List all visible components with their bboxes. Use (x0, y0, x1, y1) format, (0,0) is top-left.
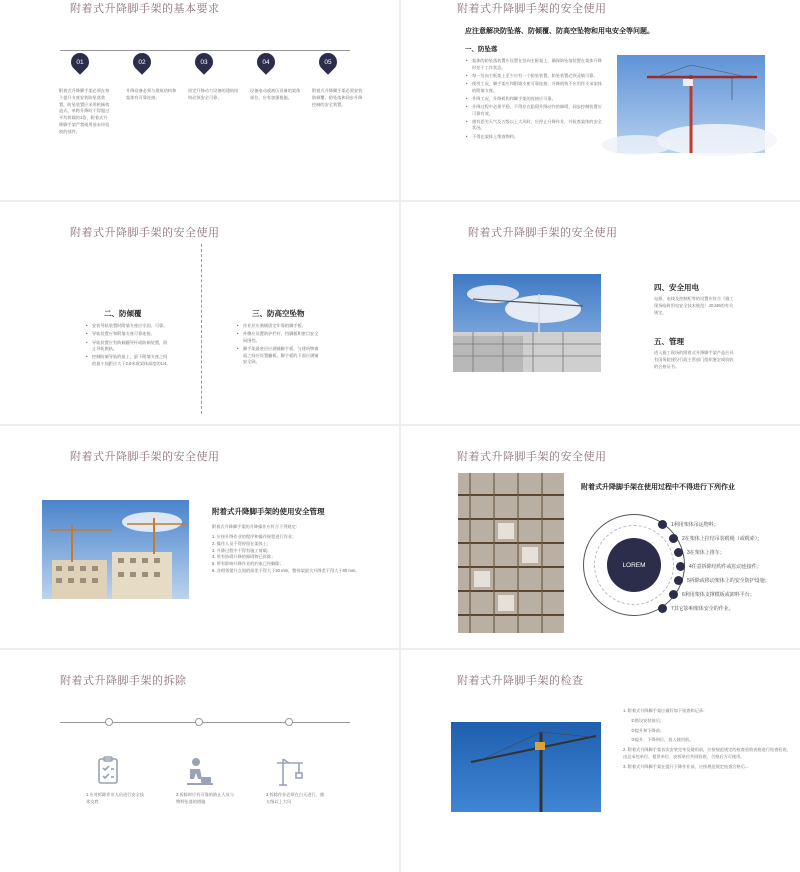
slide-title: 附着式升降脚手架的检查 (457, 675, 584, 687)
list-item: • 遇有恶劣天气及五级以上大风时，应停止升降作业，并检查架体的安全状况。 (465, 119, 605, 132)
marker-4: 04 (253, 49, 278, 74)
slide-title: 附着式升降脚手架的安全使用 (457, 451, 607, 463)
timeline-line (60, 722, 350, 723)
marker-2: 02 (129, 49, 154, 74)
list-item: 3. 附着式升降脚手架在提升下降作业前，应按规范规定检查合格后... (623, 763, 749, 769)
scaffold-building-photo (458, 473, 564, 633)
list-item: 2. 附着式升降脚手架首次安装完毕及使用前，应按规范规定的检查验收表格进行检查验收，由总承包单位、租赁单位、安拆单位共同验收，合格后方可使用。 (623, 747, 791, 759)
requirement-text-2: 升降设备必须与建筑结构和架体有可靠连接。 (126, 88, 177, 100)
dismantle-step-2: 2.拆除时应有可靠的防止人员与物料坠落的措施 (176, 792, 234, 804)
safety-management-intro: 附着式升降脚手架的升降操作应符合下列规定： (212, 524, 300, 529)
marker-3: 03 (191, 49, 216, 74)
list-item: • 每一竖向主框架上至少应有一个防坠装置。防坠装置必须灵敏可靠。 (465, 73, 605, 80)
operation-rules-list (212, 534, 392, 575)
construction-photo (453, 274, 601, 372)
timeline-node (195, 718, 203, 726)
prohibited-item-2: 2在架体上拉结吊装缆绳（或缆索）； (669, 534, 762, 543)
bullet-dot (669, 534, 678, 543)
slide-inspection[interactable] (401, 650, 800, 872)
slide-title: 附着式升降脚手架的安全使用 (70, 227, 220, 239)
marker-5: 05 (315, 49, 340, 74)
electricity-text: 电源、电线及控制柜等的设置应符合《施工现场临时用电安全技术规范》JGJ46的有关规定。 (654, 296, 734, 315)
bullet-dot (676, 562, 685, 571)
building-crane-photo (42, 500, 189, 599)
crane-icon (273, 755, 305, 787)
marker-1: 01 (67, 49, 92, 74)
list-item: 5. 所有影响升降作业的约束已经解除； (212, 561, 284, 567)
prohibited-item-1: 1利用架体吊运物料； (658, 520, 719, 529)
prohibited-item-6: 6利用架体支撑模板或卸料平台； (669, 590, 755, 599)
bullet-dot (658, 604, 667, 613)
bullet-dot (674, 548, 683, 557)
slide-safe-use-5[interactable] (401, 426, 800, 648)
fall-prevention-list (465, 58, 605, 142)
prohibited-item-5: 5拆除或移动架体上的安全防护设施； (674, 576, 770, 585)
prohibited-item-4: 4任意拆除结构件或松动连接件； (676, 562, 762, 571)
requirement-text-5: 附着式升降脚手架必须安装防倾覆、防坠落和同步升降控制的安全装置。 (312, 88, 363, 107)
list-item: • 使用工况，脚手架应和附墙支座可靠连接，升降机构不应用作支承架体的附墙支座。 (465, 81, 605, 94)
checklist-icon (93, 755, 125, 787)
list-item: • 导轨装置应和附墙支座可靠连接。 (85, 331, 171, 338)
bullet-dot (658, 520, 667, 529)
slide-title: 附着式升降脚手架的安全使用 (70, 451, 220, 463)
list-item: • 升降过程中必须平稳，不得存在阻碍升降动作的障碍，同步控制装置应可靠有效。 (465, 104, 605, 117)
prohibited-item-3: 3在架体上推车； (674, 548, 725, 557)
falling-objects-list (236, 323, 322, 367)
slide-dismantling[interactable] (0, 650, 399, 872)
requirement-text-3: 固定升降动力设备的建筑结构必须安全可靠。 (188, 88, 239, 100)
list-item: 1. 附着式升降脚手架应做好如下检查和记录： (623, 708, 708, 713)
list-item: • 控制防倾导轨的最上、最下附墙支座之间的最小间距应大于2.8米或架体高度的1/4。 (85, 354, 171, 367)
list-item: • 外侧应设置防护栏杆、挡脚板和密目安全网围挡。 (236, 331, 322, 344)
bullet-dot (674, 576, 683, 585)
slide-safe-use-4[interactable] (0, 426, 399, 648)
slide-title: 附着式升降脚手架的拆除 (60, 675, 187, 687)
requirement-text-1: 附着式升降脚手架必须在每个提升支座安装防坠落装置，防坠装置应采用机械构造式，单跨升降时不得超过平均荷载的1倍，附着式升降脚手架严禁使用前未经验收的部件。 (59, 88, 110, 134)
prohibited-heading: 附着式升降脚手架在使用过程中不得进行下列作业 (581, 484, 735, 491)
list-item: • 作业层应满铺固定牢靠的脚手板。 (236, 323, 322, 330)
subsection-heading: 一、防坠落 (465, 46, 498, 53)
slide-basic-requirements[interactable] (0, 0, 399, 200)
worker-icon (183, 755, 215, 787)
dismantle-step-3: 3.拆除作业必须在白天进行，遇五级以上大风 (266, 792, 324, 804)
list-item: • 不得在架体上堆放物料。 (465, 134, 605, 141)
slide-safe-use-3[interactable] (401, 202, 800, 424)
anti-tilt-heading: 二、防倾覆 (104, 309, 142, 318)
management-text: 进入施工现场的附着式升降脚手架产品应具有国务院建设行政主管部门组织鉴定或验收的合格证书。 (654, 350, 734, 369)
slide-safe-use-2[interactable] (0, 202, 399, 424)
slide-title: 附着式升降脚手架的安全使用 (457, 3, 607, 15)
crane-photo (617, 55, 765, 153)
list-item: 1. 应按升降作业的程序和操作规程进行作业； (212, 534, 297, 539)
falling-objects-heading: 三、防高空坠物 (252, 309, 305, 318)
list-item: • 升降工况，升降机构和脚手架的连接应可靠。 (465, 96, 605, 103)
slide-safe-use-1[interactable] (401, 0, 800, 200)
slide-title: 附着式升降脚手架的基本要求 (70, 3, 220, 15)
list-item: • 脚手架最底层应满铺脚手板，与建筑物墙面之间应设置翻板，脚手板的下面应满铺安全网。 (236, 346, 322, 366)
slide-title: 附着式升降脚手架的安全使用 (468, 227, 618, 239)
safety-management-heading: 附着式升降脚手架的使用安全管理 (212, 507, 325, 516)
section-heading: 应注意解决防坠落、防倾覆、防高空坠物和用电安全等问题。 (465, 28, 654, 35)
prohibited-item-7: 7其它影响架体安全的作业。 (658, 604, 734, 613)
list-item: 2. 操作人员不得停留在架体上； (212, 540, 272, 546)
list-item: ②提升和下降前； (631, 727, 665, 733)
divider-line (201, 244, 202, 414)
timeline-node (105, 718, 113, 726)
timeline-line (60, 50, 350, 51)
management-heading: 五、管理 (654, 337, 684, 346)
bullet-dot (669, 590, 678, 599)
list-item: • 导轨装置应有防倾翻导杆或防倾装置，防止导轨脱轨。 (85, 340, 171, 353)
list-item: 4. 所有妨碍升降的障碍物已拆除； (212, 554, 276, 560)
list-item: • 架体的防坠落装置应设置在竖向主框架上，确保防坠落装置在架体升降时处于工作状态。 (465, 58, 605, 71)
requirement-text-4: 设备电动或液压设备的架体部位，应有加强措施。 (250, 88, 301, 100)
list-item: 6. 各相邻提升点间的高差不得大于30 mm，整体架最大升降差不得大于80 mm。 (212, 567, 360, 573)
crane-sky-photo (451, 722, 601, 812)
dismantle-step-1: 1.应对拆除作业人员进行安全技术交底 (86, 792, 144, 804)
list-item: ③提升、下降到位，投入使用前。 (631, 737, 694, 743)
list-item: 3. 升降过程中不得有施工荷载； (212, 547, 272, 553)
list-item: ①搭设安装前后； (631, 717, 665, 723)
timeline-node (285, 718, 293, 726)
center-circle: LOREM (607, 538, 661, 592)
inspection-list (623, 708, 793, 771)
anti-tilt-list (85, 323, 171, 369)
list-item: • 安装导轨装置时附墙支座应牢固、可靠。 (85, 323, 171, 330)
electricity-heading: 四、安全用电 (654, 283, 699, 292)
